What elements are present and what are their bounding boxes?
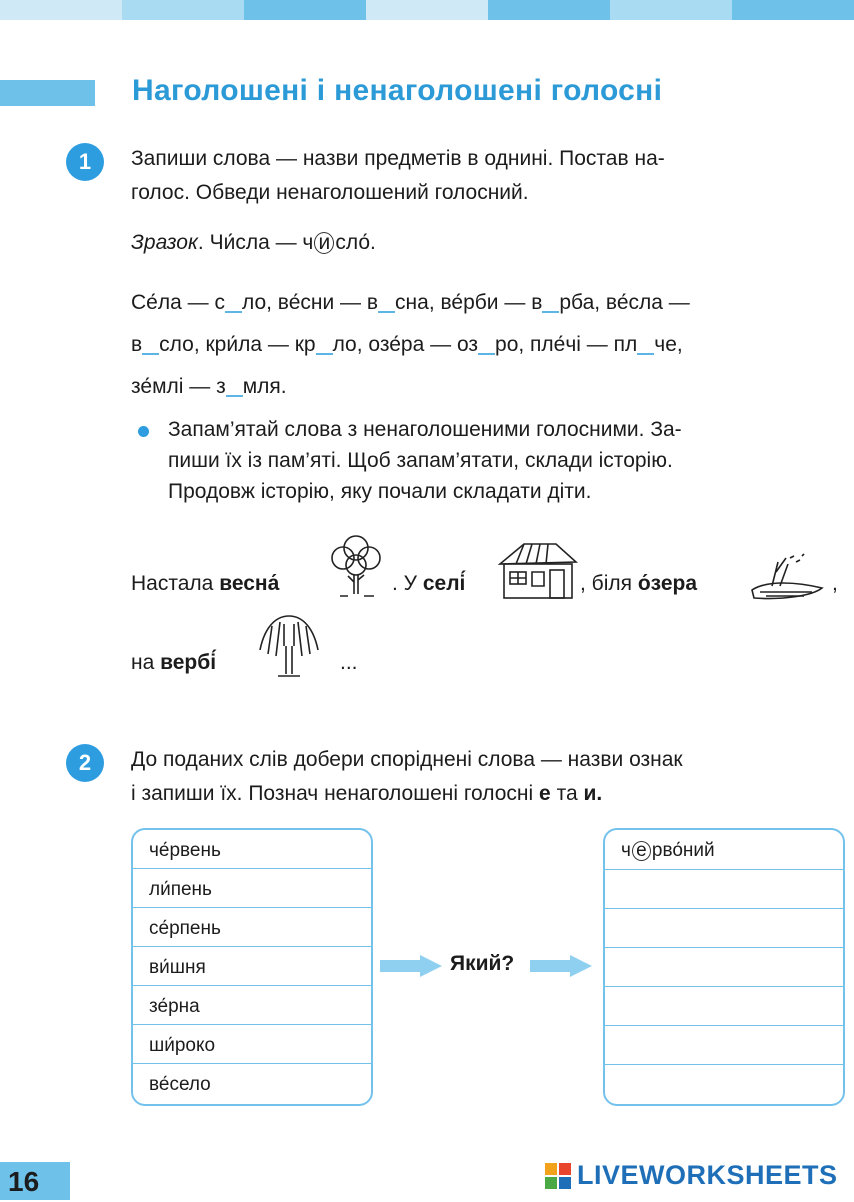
- bullet-line: Запам’ятай слова з ненаголошеними голосними. За-: [168, 418, 682, 441]
- circled-vowel: и: [314, 232, 334, 254]
- instruction-period: .: [596, 782, 603, 805]
- task-2-number: 2: [66, 744, 104, 782]
- word-part: мля.: [242, 375, 287, 398]
- story-line-2: [131, 651, 216, 675]
- word-part: ло, озе́ра — оз: [332, 333, 479, 356]
- circled-vowel: е: [632, 841, 651, 861]
- exercise-words: [131, 282, 843, 408]
- instruction-line: [131, 777, 843, 811]
- exercise-line-1: [131, 282, 843, 324]
- source-word: ли́пень: [133, 869, 371, 908]
- sample-label: Зразок: [131, 231, 198, 254]
- blank-input[interactable]: [225, 291, 242, 313]
- source-words-box: [131, 828, 373, 1106]
- instruction-text: та: [556, 782, 578, 805]
- page-title: Наголошені і ненаголошені голосні: [132, 74, 663, 107]
- story-keyword: селі́: [422, 572, 466, 595]
- sample-text: ч: [621, 840, 631, 861]
- story-comma: ,: [832, 572, 838, 595]
- title-accent-bar: [0, 80, 95, 106]
- story-text: на: [131, 651, 155, 674]
- task-1-instruction: [131, 142, 843, 210]
- house-icon: [496, 540, 580, 602]
- word-part: Се́ла — с: [131, 291, 225, 314]
- bullet-line: Продовж історію, яку почали складати діти.: [168, 480, 592, 503]
- sample-text: рво́ний: [651, 840, 715, 861]
- blank-input[interactable]: [478, 333, 495, 355]
- arrow-right-icon: [530, 955, 592, 977]
- willow-icon: [254, 606, 324, 680]
- word-part: зе́млі — з: [131, 375, 226, 398]
- answer-sample-row: [605, 830, 843, 870]
- story-keyword: вербі́: [160, 651, 217, 674]
- letter-e: е: [539, 782, 551, 805]
- answer-input-row[interactable]: [605, 870, 843, 909]
- instruction-text: і запиши їх. Познач ненаголошені голосні: [131, 782, 534, 805]
- task-2-instruction: [131, 743, 843, 811]
- answer-input-row[interactable]: [605, 1065, 843, 1104]
- source-word: се́рпень: [133, 908, 371, 947]
- answer-input-row[interactable]: [605, 1026, 843, 1065]
- word-part: че,: [654, 333, 683, 356]
- arrow-right-icon: [380, 955, 442, 977]
- sample-rest: сло́.: [335, 231, 376, 254]
- bullet-dot: [138, 426, 149, 437]
- word-part: ло, ве́сни — в: [241, 291, 379, 314]
- instruction-line: голос. Обведи ненаголошений голосний.: [131, 181, 529, 204]
- source-word: зе́рна: [133, 986, 371, 1025]
- source-word: ши́роко: [133, 1025, 371, 1064]
- question-label: Який?: [450, 952, 515, 975]
- source-word: ве́село: [149, 1074, 211, 1095]
- answer-box: [603, 828, 845, 1106]
- story-ellipsis: ...: [340, 651, 358, 674]
- story-line-1: [131, 572, 279, 596]
- word-part: сна, ве́рби — в: [395, 291, 543, 314]
- answer-input-row[interactable]: [605, 987, 843, 1026]
- source-word: ви́шня: [133, 947, 371, 986]
- letter-y: и: [583, 782, 597, 805]
- brand-text: LIVEWORKSHEETS: [577, 1160, 838, 1190]
- bullet-text: [168, 414, 843, 507]
- liveworksheets-brand: [545, 1160, 838, 1191]
- sample-word: Чи́сла — ч: [209, 231, 314, 254]
- blank-input[interactable]: [637, 333, 654, 355]
- page-number: 16: [0, 1162, 70, 1200]
- exercise-line-3: [131, 366, 843, 408]
- answer-input-row[interactable]: [605, 909, 843, 948]
- blank-input[interactable]: [226, 375, 243, 397]
- story-text: . У: [392, 572, 418, 595]
- word-part: рба, ве́сла —: [559, 291, 690, 314]
- story-keyword: о́зера: [637, 572, 698, 595]
- blank-input[interactable]: [142, 333, 159, 355]
- blank-input[interactable]: [316, 333, 333, 355]
- blank-input[interactable]: [378, 291, 395, 313]
- source-word: че́рвень: [133, 830, 371, 869]
- instruction-line: До поданих слів добери споріднені слова — назви ознак: [131, 748, 683, 771]
- story-line-1c: [580, 572, 697, 596]
- tree-icon: [326, 530, 386, 602]
- word-part: в: [131, 333, 143, 356]
- top-decorative-strip: [0, 0, 854, 20]
- sample-line: Зразок. Чи́сла — ч и сло́.: [131, 231, 376, 254]
- lake-icon: [742, 552, 828, 604]
- instruction-line: Запиши слова — назви предметів в однині. Постав на-: [131, 147, 665, 170]
- liveworksheets-logo-icon: [545, 1163, 571, 1189]
- bullet-line: пиши їх із пам’яті. Щоб запам’ятати, склади історію.: [168, 449, 673, 472]
- word-part: ро, пле́чі — пл: [495, 333, 638, 356]
- story-line-1b: [392, 572, 465, 596]
- story-text: Настала: [131, 572, 214, 595]
- exercise-line-2: [131, 324, 843, 366]
- answer-input-row[interactable]: [605, 948, 843, 987]
- story-text: , біля: [580, 572, 632, 595]
- blank-input[interactable]: [542, 291, 559, 313]
- story-keyword: весна́: [219, 572, 280, 595]
- task-1-number: 1: [66, 143, 104, 181]
- word-part: сло, кри́ла — кр: [159, 333, 316, 356]
